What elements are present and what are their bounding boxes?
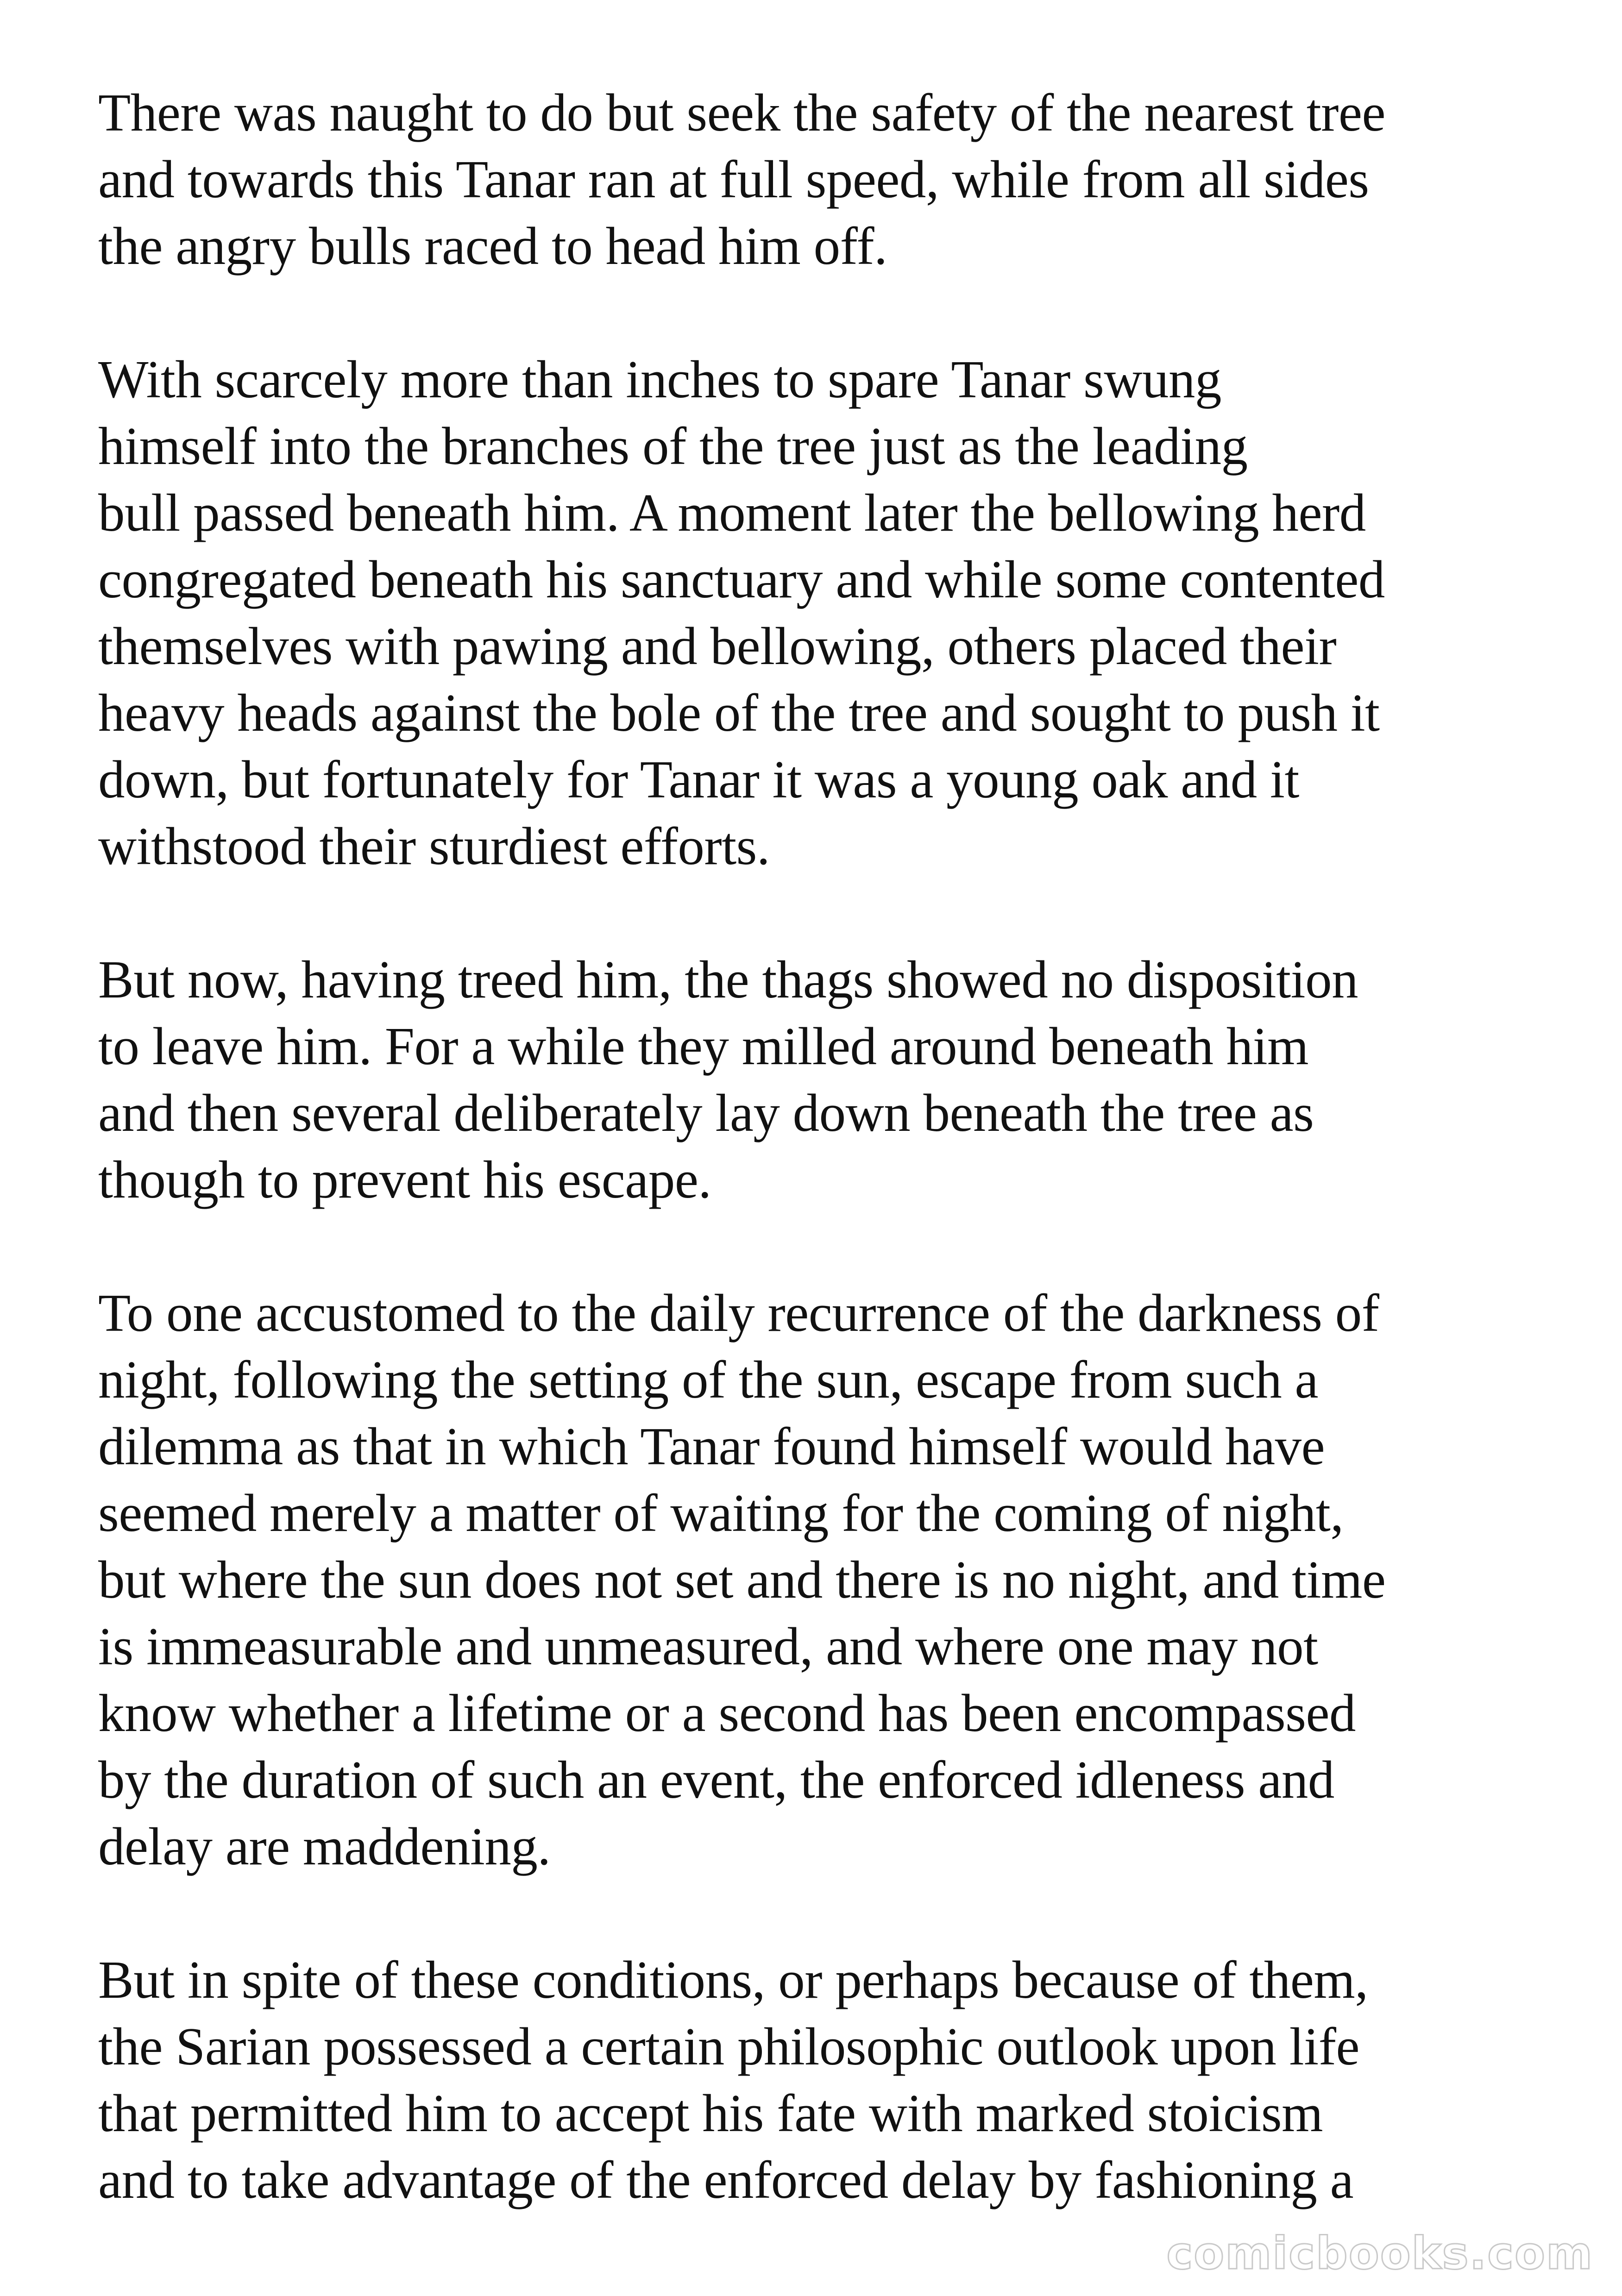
text-line: but where the sun does not set and there is no night, and time (98, 1550, 1386, 1609)
text-line: the angry bulls raced to head him off. (98, 217, 887, 276)
paragraph-2 (98, 346, 1557, 880)
text-line: But in spite of these conditions, or perhaps because of them, (98, 1951, 1368, 2009)
text-line: and then several deliberately lay down beneath the tree as (98, 1084, 1314, 1142)
text-line: bull passed beneath him. A moment later the bellowing herd (98, 483, 1366, 542)
text-line: delay are maddening. (98, 1817, 551, 1876)
paragraph-3 (98, 947, 1557, 1213)
text-line: and towards this Tanar ran at full speed, while from all sides (98, 150, 1369, 209)
text-line: know whether a lifetime or a second has been encompassed (98, 1684, 1356, 1743)
text-line: down, but fortunately for Tanar it was a young oak and it (98, 750, 1299, 809)
text-line: the Sarian possessed a certain philosophic outlook upon life (98, 2017, 1360, 2076)
text-line: With scarcely more than inches to spare Tanar swung (98, 350, 1221, 409)
text-line: seemed merely a matter of waiting for the coming of night, (98, 1484, 1344, 1543)
text-line: dilemma as that in which Tanar found himself would have (98, 1417, 1325, 1476)
text-line: that permitted him to accept his fate with marked stoicism (98, 2084, 1323, 2143)
text-line: night, following the setting of the sun, escape from such a (98, 1350, 1319, 1409)
text-line: There was naught to do but seek the safety of the nearest tree (98, 83, 1386, 142)
text-line: is immeasurable and unmeasured, and where one may not (98, 1617, 1318, 1676)
text-line: heavy heads against the bole of the tree and sought to push it (98, 684, 1380, 742)
text-line: though to prevent his escape. (98, 1150, 711, 1209)
watermark: comicbooks.com (1166, 2227, 1593, 2279)
text-line: But now, having treed him, the thags showed no disposition (98, 950, 1358, 1009)
text-line: To one accustomed to the daily recurrence of the darkness of (98, 1284, 1379, 1342)
text-line: to leave him. For a while they milled around beneath him (98, 1017, 1309, 1076)
text-line: withstood their sturdiest efforts. (98, 817, 770, 876)
body-text (98, 80, 1557, 2214)
text-line: and to take advantage of the enforced delay by fashioning a (98, 2151, 1354, 2209)
text-line: congregated beneath his sanctuary and while some contented (98, 550, 1385, 609)
paragraph-4 (98, 1280, 1557, 1880)
paragraph-5 (98, 1947, 1557, 2214)
text-line: themselves with pawing and bellowing, others placed their (98, 617, 1337, 676)
text-line: by the duration of such an event, the enforced idleness and (98, 1750, 1334, 1809)
text-line: himself into the branches of the tree just as the leading (98, 417, 1248, 476)
paragraph-1 (98, 80, 1557, 280)
